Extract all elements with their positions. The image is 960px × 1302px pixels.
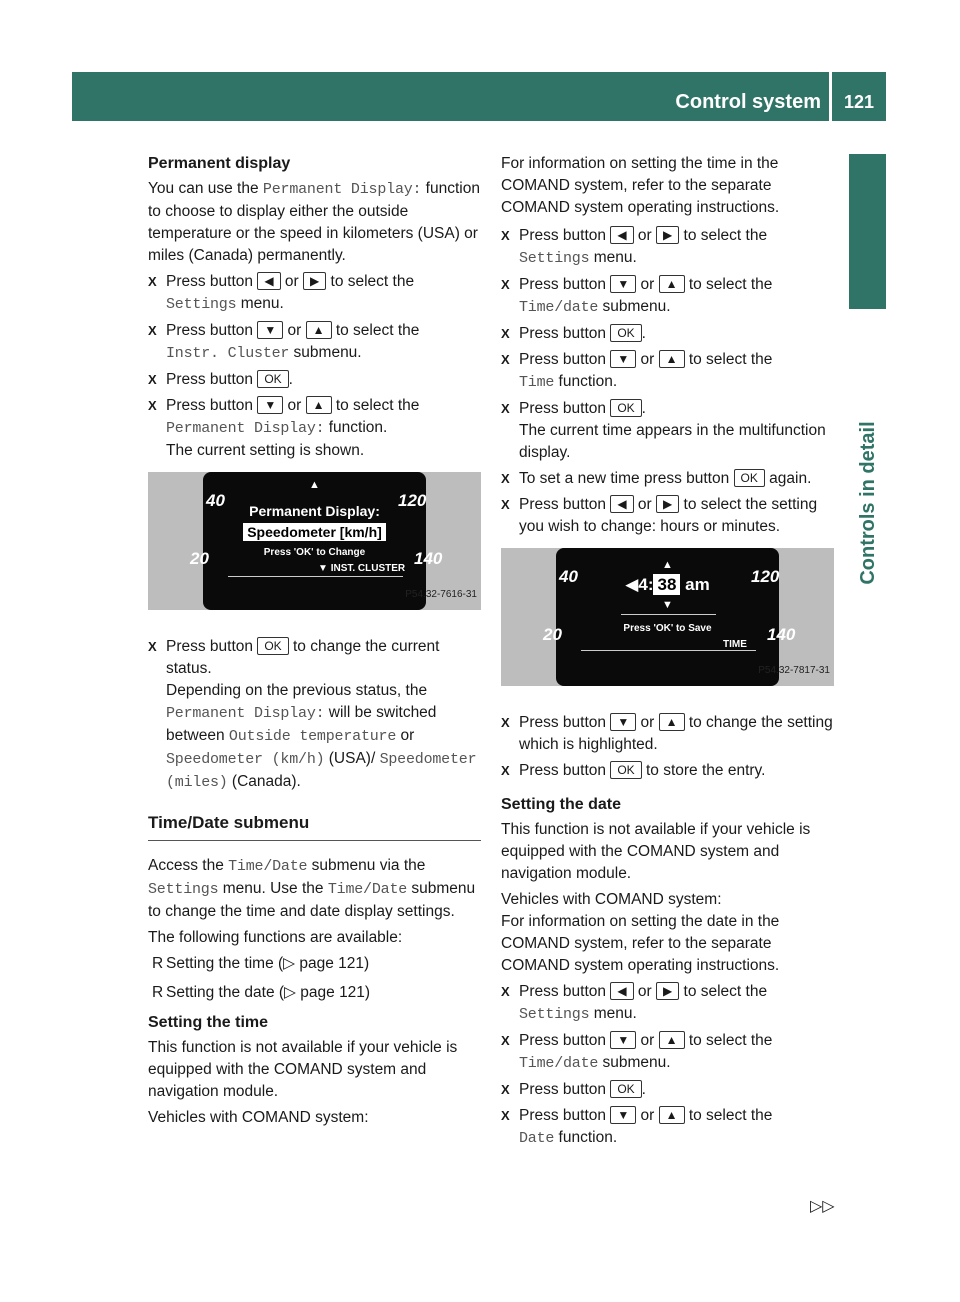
- paragraph: Vehicles with COMAND system:: [148, 1109, 369, 1126]
- heading-permanent-display: Permanent display: [148, 155, 291, 172]
- figure-reference: P54.32-7616-31: [405, 589, 477, 600]
- display-hint: Press 'OK' to Save: [623, 623, 712, 634]
- up-button-icon: ▲: [659, 1106, 685, 1124]
- ok-button-icon: OK: [610, 399, 641, 417]
- instrument-display-permanent: [148, 472, 481, 610]
- step-item: X Press button OK .: [501, 1079, 834, 1101]
- step-item: X Press button OK .: [501, 323, 834, 345]
- step-marker-icon: X: [148, 639, 157, 654]
- step-marker-icon: X: [501, 715, 510, 730]
- ok-button-icon: OK: [257, 637, 288, 655]
- up-arrow-icon: ▲: [309, 479, 320, 491]
- step-item: X Press button ▼ or ▲ to change the setting which is highlighted.: [501, 714, 833, 753]
- left-button-icon: ◀: [610, 495, 633, 513]
- gauge-label: 120: [398, 491, 427, 510]
- display-rule: [228, 576, 403, 577]
- right-button-icon: ▶: [303, 272, 326, 290]
- paragraph: For information on setting the time in the COMAND system, refer to the separate COMAND system operating instructions.: [501, 155, 780, 216]
- step-marker-icon: X: [501, 497, 510, 512]
- step-item: X Press button ▼ or ▲ to select the Time/date submenu.: [501, 1032, 773, 1072]
- ok-button-icon: OK: [610, 1080, 641, 1098]
- step-marker-icon: X: [148, 398, 157, 413]
- heading-setting-time: Setting the time: [148, 1014, 269, 1031]
- step-marker-icon: X: [148, 372, 157, 387]
- down-button-icon: ▼: [257, 321, 283, 339]
- step-item: X Press button OK . The current time appears in the multifunction display.: [501, 400, 826, 461]
- display-footer: ▼ INST. CLUSTER: [318, 563, 406, 574]
- step-marker-icon: X: [501, 1082, 510, 1097]
- step-item: X Press button ▼ or ▲ to select the Time/date submenu.: [501, 276, 773, 316]
- step-item: X To set a new time press button OK again.: [501, 468, 834, 490]
- display-rule: [621, 614, 716, 615]
- list-item: R Setting the date (▷ page 121): [148, 982, 481, 1004]
- left-arrow-icon: ◀: [625, 575, 639, 594]
- step-marker-icon: X: [501, 984, 510, 999]
- step-item: X Press button ◀ or ▶ to select the setting you wish to change: hours or minutes.: [501, 496, 818, 535]
- display-time: ◀4: 38 am: [625, 575, 710, 594]
- paragraph: Vehicles with COMAND system: For information on setting the date in the COMAND system, refer to the separate COMAND system operating instructions.: [501, 891, 780, 974]
- display-title: Permanent Display:: [249, 503, 380, 519]
- side-label-text: Controls in detail: [856, 421, 879, 585]
- page-header: [72, 72, 886, 121]
- display-hint: Press 'OK' to Change: [263, 547, 366, 558]
- right-button-icon: ▶: [656, 226, 679, 244]
- down-button-icon: ▼: [257, 396, 283, 414]
- down-button-icon: ▼: [610, 1106, 636, 1124]
- ok-button-icon: OK: [734, 469, 765, 487]
- page-number: 121: [843, 92, 875, 112]
- step-item: X Press button ◀ or ▶ to select the Settings menu.: [501, 227, 768, 267]
- step-marker-icon: X: [148, 323, 157, 338]
- figure-reference: P54.32-7817-31: [758, 665, 830, 676]
- ok-button-icon: OK: [610, 324, 641, 342]
- step-item: X Press button ▼ or ▲ to select the Date function.: [501, 1107, 773, 1147]
- gauge-label: 20: [543, 625, 562, 644]
- step-marker-icon: X: [501, 326, 510, 341]
- ok-button-icon: OK: [257, 370, 288, 388]
- display-footer: TIME: [723, 639, 747, 650]
- up-button-icon: ▲: [659, 350, 685, 368]
- step-marker-icon: X: [501, 352, 510, 367]
- down-button-icon: ▼: [610, 1031, 636, 1049]
- gauge-label: 140: [414, 549, 443, 568]
- step-marker-icon: X: [501, 1108, 510, 1123]
- right-button-icon: ▶: [656, 495, 679, 513]
- heading-time-date-submenu: Time/Date submenu: [148, 812, 481, 841]
- display-rule: [581, 650, 756, 651]
- ok-button-icon: OK: [610, 761, 641, 779]
- left-column: [148, 153, 481, 1133]
- up-button-icon: ▲: [306, 396, 332, 414]
- right-button-icon: ▶: [656, 982, 679, 1000]
- display-selected-option: Speedometer [km/h]: [203, 521, 426, 543]
- gauge-label: 140: [767, 625, 796, 644]
- down-arrow-icon: ▼: [662, 599, 673, 611]
- down-button-icon: ▼: [610, 275, 636, 293]
- step-marker-icon: X: [501, 228, 510, 243]
- gauge-label: 20: [190, 549, 209, 568]
- step-item: X Press button ▼ or ▲ to select the Time function.: [501, 351, 773, 391]
- up-button-icon: ▲: [306, 321, 332, 339]
- right-column: [501, 153, 834, 1154]
- paragraph: This function is not available if your vehicle is equipped with the COMAND system and navigation module.: [501, 821, 811, 882]
- step-marker-icon: X: [501, 763, 510, 778]
- up-button-icon: ▲: [659, 1031, 685, 1049]
- step-item: X Press button OK to store the entry.: [501, 760, 834, 782]
- step-marker-icon: X: [501, 471, 510, 486]
- step-item: X Press button ◀ or ▶ to select the Settings menu.: [148, 273, 415, 313]
- bullet-marker-icon: R: [152, 955, 164, 972]
- up-arrow-icon: ▲: [662, 559, 673, 571]
- step-item: X Press button ◀ or ▶ to select the Settings menu.: [501, 983, 768, 1023]
- gauge-label: 120: [751, 567, 780, 586]
- heading-setting-date: Setting the date: [501, 796, 622, 813]
- up-button-icon: ▲: [659, 713, 685, 731]
- step-item: X Press button ▼ or ▲ to select the Permanent Display: function. The current setting is shown.: [148, 397, 420, 459]
- gauge-label: 40: [206, 491, 225, 510]
- step-marker-icon: X: [501, 277, 510, 292]
- left-button-icon: ◀: [257, 272, 280, 290]
- paragraph: Access the Time/Date submenu via the Settings menu. Use the Time/Date submenu to change the time and date display settings.: [148, 857, 476, 920]
- down-button-icon: ▼: [610, 713, 636, 731]
- step-item: X Press button ▼ or ▲ to select the Instr. Cluster submenu.: [148, 322, 420, 362]
- list-item: R Setting the time (▷ page 121): [148, 953, 481, 975]
- step-marker-icon: X: [501, 401, 510, 416]
- step-marker-icon: X: [501, 1033, 510, 1048]
- side-tab: [849, 154, 886, 309]
- down-button-icon: ▼: [610, 350, 636, 368]
- step-marker-icon: X: [148, 274, 157, 289]
- header-title: Control system: [675, 91, 821, 113]
- step-item: X Press button OK to change the current status. Depending on the previous status, the Permanent Display: will be switched between Outside temperature or Speedometer (km/h) (USA)/ Speedometer (miles) (Canada).: [148, 638, 477, 791]
- bullet-marker-icon: R: [152, 984, 164, 1001]
- left-button-icon: ◀: [610, 982, 633, 1000]
- paragraph: This function is not available if your vehicle is equipped with the COMAND system and navigation module.: [148, 1039, 458, 1100]
- instrument-display-time: [501, 548, 834, 686]
- step-item: X Press button OK .: [148, 369, 481, 391]
- paragraph: The following functions are available:: [148, 929, 403, 946]
- side-label: [849, 316, 886, 690]
- up-button-icon: ▲: [659, 275, 685, 293]
- gauge-label: 40: [559, 567, 578, 586]
- paragraph: You can use the Permanent Display: function to choose to display either the outside temperature or the speed in kilometers (USA) or miles (Canada) permanently.: [148, 180, 480, 264]
- left-button-icon: ◀: [610, 226, 633, 244]
- continue-icon: ▷▷: [810, 1198, 835, 1215]
